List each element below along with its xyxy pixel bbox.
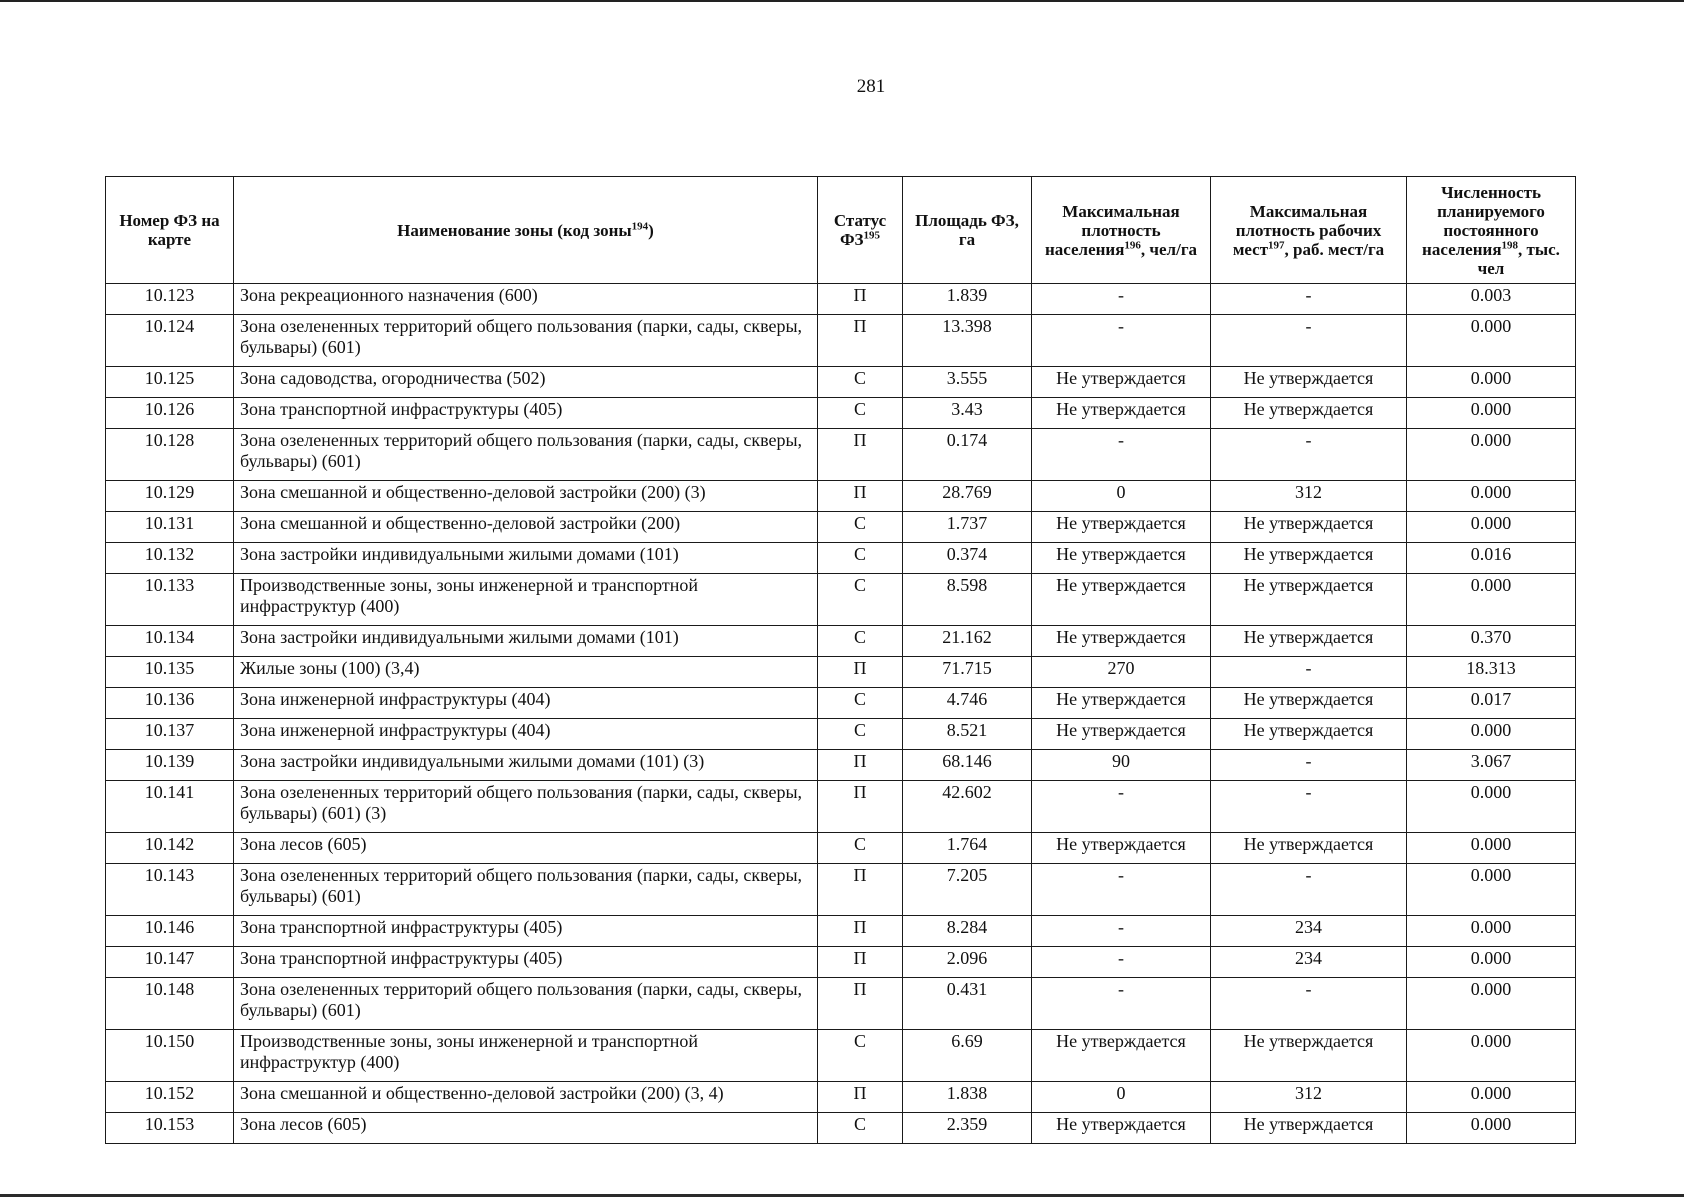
cell-status: С (818, 833, 903, 864)
cell-number: 10.141 (106, 781, 234, 833)
cell-status: П (818, 315, 903, 367)
cell-number: 10.143 (106, 864, 234, 916)
cell-work-density: Не утверждается (1211, 719, 1407, 750)
scan-edge-bottom (0, 1194, 1684, 1197)
cell-number: 10.137 (106, 719, 234, 750)
table-row (106, 429, 1576, 481)
cell-status: П (818, 781, 903, 833)
cell-status: П (818, 284, 903, 315)
cell-name: Зона застройки индивидуальными жилыми домами (101) (234, 543, 818, 574)
cell-population: 0.000 (1407, 574, 1576, 626)
cell-work-density: Не утверждается (1211, 1030, 1407, 1082)
cell-area: 21.162 (903, 626, 1032, 657)
cell-number: 10.150 (106, 1030, 234, 1082)
cell-number: 10.136 (106, 688, 234, 719)
cell-area: 1.737 (903, 512, 1032, 543)
cell-population: 0.370 (1407, 626, 1576, 657)
cell-area: 3.555 (903, 367, 1032, 398)
table-row (106, 574, 1576, 626)
cell-status: С (818, 1113, 903, 1144)
cell-name: Зона инженерной инфраструктуры (404) (234, 688, 818, 719)
cell-number: 10.148 (106, 978, 234, 1030)
cell-work-density: Не утверждается (1211, 398, 1407, 429)
cell-work-density: - (1211, 978, 1407, 1030)
cell-area: 28.769 (903, 481, 1032, 512)
cell-work-density: - (1211, 781, 1407, 833)
cell-population: 0.000 (1407, 1113, 1576, 1144)
cell-work-density: 234 (1211, 916, 1407, 947)
cell-area: 3.43 (903, 398, 1032, 429)
cell-number: 10.153 (106, 1113, 234, 1144)
cell-work-density: Не утверждается (1211, 626, 1407, 657)
cell-area: 2.359 (903, 1113, 1032, 1144)
table-body (106, 284, 1576, 1144)
cell-pop-density: Не утверждается (1032, 367, 1211, 398)
table-row (106, 367, 1576, 398)
table-row (106, 626, 1576, 657)
table-row (106, 688, 1576, 719)
cell-area: 6.69 (903, 1030, 1032, 1082)
cell-pop-density: Не утверждается (1032, 512, 1211, 543)
table-row (106, 315, 1576, 367)
cell-number: 10.124 (106, 315, 234, 367)
cell-work-density: Не утверждается (1211, 512, 1407, 543)
cell-population: 0.000 (1407, 833, 1576, 864)
cell-name: Зона транспортной инфраструктуры (405) (234, 947, 818, 978)
cell-pop-density: Не утверждается (1032, 688, 1211, 719)
cell-name: Зона смешанной и общественно-деловой застройки (200) (3) (234, 481, 818, 512)
cell-number: 10.135 (106, 657, 234, 688)
cell-work-density: - (1211, 864, 1407, 916)
cell-pop-density: - (1032, 978, 1211, 1030)
table-row (106, 481, 1576, 512)
cell-number: 10.134 (106, 626, 234, 657)
cell-status: С (818, 1030, 903, 1082)
cell-area: 0.431 (903, 978, 1032, 1030)
cell-pop-density: - (1032, 947, 1211, 978)
cell-name: Зона озелененных территорий общего пользования (парки, сады, скверы, бульвары) (601) (234, 978, 818, 1030)
cell-status: С (818, 574, 903, 626)
cell-work-density: 312 (1211, 1082, 1407, 1113)
cell-number: 10.139 (106, 750, 234, 781)
table-row (106, 543, 1576, 574)
header-area: Площадь ФЗ, га (903, 177, 1032, 284)
cell-name: Зона рекреационного назначения (600) (234, 284, 818, 315)
table-row (106, 284, 1576, 315)
cell-status: П (818, 657, 903, 688)
cell-pop-density: 270 (1032, 657, 1211, 688)
cell-status: П (818, 429, 903, 481)
cell-name: Зона озелененных территорий общего пользования (парки, сады, скверы, бульвары) (601) (234, 429, 818, 481)
cell-name: Зона инженерной инфраструктуры (404) (234, 719, 818, 750)
cell-area: 1.764 (903, 833, 1032, 864)
cell-pop-density: 0 (1032, 481, 1211, 512)
table-row (106, 781, 1576, 833)
cell-area: 8.521 (903, 719, 1032, 750)
cell-work-density: Не утверждается (1211, 543, 1407, 574)
cell-status: П (818, 978, 903, 1030)
cell-name: Зона садоводства, огородничества (502) (234, 367, 818, 398)
cell-pop-density: 90 (1032, 750, 1211, 781)
cell-number: 10.133 (106, 574, 234, 626)
cell-area: 42.602 (903, 781, 1032, 833)
cell-pop-density: - (1032, 781, 1211, 833)
cell-pop-density: - (1032, 864, 1211, 916)
table-row (106, 978, 1576, 1030)
cell-area: 0.374 (903, 543, 1032, 574)
table-row (106, 719, 1576, 750)
cell-name: Зона застройки индивидуальными жилыми домами (101) (234, 626, 818, 657)
cell-status: П (818, 1082, 903, 1113)
cell-name: Зона лесов (605) (234, 833, 818, 864)
header-name: Наименование зоны (код зоны$^{194}$) (234, 177, 818, 284)
cell-number: 10.152 (106, 1082, 234, 1113)
cell-pop-density: Не утверждается (1032, 833, 1211, 864)
zones-table (105, 176, 1576, 1144)
cell-number: 10.147 (106, 947, 234, 978)
cell-work-density: Не утверждается (1211, 1113, 1407, 1144)
cell-area: 1.839 (903, 284, 1032, 315)
cell-name: Жилые зоны (100) (3,4) (234, 657, 818, 688)
cell-population: 0.000 (1407, 398, 1576, 429)
cell-name: Зона озелененных территорий общего пользования (парки, сады, скверы, бульвары) (601) (234, 864, 818, 916)
cell-population: 0.000 (1407, 947, 1576, 978)
table-row (106, 947, 1576, 978)
cell-name: Зона транспортной инфраструктуры (405) (234, 916, 818, 947)
cell-work-density: - (1211, 284, 1407, 315)
cell-work-density: - (1211, 657, 1407, 688)
cell-work-density: Не утверждается (1211, 367, 1407, 398)
cell-name: Зона озелененных территорий общего пользования (парки, сады, скверы, бульвары) (601) (234, 315, 818, 367)
cell-status: П (818, 864, 903, 916)
cell-status: П (818, 750, 903, 781)
cell-number: 10.131 (106, 512, 234, 543)
cell-name: Зона смешанной и общественно-деловой застройки (200) (3, 4) (234, 1082, 818, 1113)
cell-work-density: - (1211, 750, 1407, 781)
cell-population: 18.313 (1407, 657, 1576, 688)
table-row (106, 512, 1576, 543)
cell-name: Зона смешанной и общественно-деловой застройки (200) (234, 512, 818, 543)
table-row (106, 750, 1576, 781)
cell-area: 4.746 (903, 688, 1032, 719)
cell-population: 0.000 (1407, 719, 1576, 750)
cell-population: 0.000 (1407, 781, 1576, 833)
cell-number: 10.123 (106, 284, 234, 315)
cell-pop-density: Не утверждается (1032, 1113, 1211, 1144)
table-row (106, 657, 1576, 688)
cell-population: 3.067 (1407, 750, 1576, 781)
cell-number: 10.126 (106, 398, 234, 429)
cell-status: П (818, 481, 903, 512)
cell-pop-density: Не утверждается (1032, 574, 1211, 626)
cell-work-density: - (1211, 315, 1407, 367)
table-row (106, 1082, 1576, 1113)
cell-work-density: Не утверждается (1211, 688, 1407, 719)
cell-work-density: - (1211, 429, 1407, 481)
cell-status: С (818, 512, 903, 543)
cell-pop-density: - (1032, 284, 1211, 315)
table-header-row (106, 177, 1576, 284)
cell-area: 0.174 (903, 429, 1032, 481)
header-status: Статус ФЗ$^{195}$ (818, 177, 903, 284)
cell-area: 71.715 (903, 657, 1032, 688)
cell-number: 10.129 (106, 481, 234, 512)
cell-population: 0.000 (1407, 315, 1576, 367)
cell-number: 10.125 (106, 367, 234, 398)
cell-name: Зона озелененных территорий общего пользования (парки, сады, скверы, бульвары) (601) (3) (234, 781, 818, 833)
cell-area: 7.205 (903, 864, 1032, 916)
cell-status: С (818, 626, 903, 657)
table-row (106, 864, 1576, 916)
cell-name: Производственные зоны, зоны инженерной и транспортной инфраструктур (400) (234, 1030, 818, 1082)
page-number: 281 (856, 76, 886, 97)
cell-area: 8.284 (903, 916, 1032, 947)
cell-number: 10.132 (106, 543, 234, 574)
cell-area: 68.146 (903, 750, 1032, 781)
cell-number: 10.128 (106, 429, 234, 481)
cell-pop-density: Не утверждается (1032, 626, 1211, 657)
cell-pop-density: - (1032, 429, 1211, 481)
cell-status: С (818, 688, 903, 719)
cell-population: 0.003 (1407, 284, 1576, 315)
cell-area: 1.838 (903, 1082, 1032, 1113)
cell-pop-density: Не утверждается (1032, 543, 1211, 574)
cell-pop-density: - (1032, 916, 1211, 947)
header-population: Численность планируемого постоянного населения$^{198}$, тыс. чел (1407, 177, 1576, 284)
cell-name: Зона транспортной инфраструктуры (405) (234, 398, 818, 429)
cell-work-density: Не утверждается (1211, 833, 1407, 864)
cell-population: 0.016 (1407, 543, 1576, 574)
table-row (106, 1030, 1576, 1082)
cell-status: С (818, 398, 903, 429)
cell-pop-density: 0 (1032, 1082, 1211, 1113)
cell-pop-density: Не утверждается (1032, 719, 1211, 750)
cell-name: Производственные зоны, зоны инженерной и транспортной инфраструктур (400) (234, 574, 818, 626)
cell-name: Зона застройки индивидуальными жилыми домами (101) (3) (234, 750, 818, 781)
scan-edge-top (0, 0, 1684, 2)
cell-population: 0.000 (1407, 367, 1576, 398)
cell-area: 13.398 (903, 315, 1032, 367)
cell-population: 0.000 (1407, 1082, 1576, 1113)
cell-pop-density: Не утверждается (1032, 1030, 1211, 1082)
cell-status: П (818, 947, 903, 978)
cell-pop-density: - (1032, 315, 1211, 367)
cell-status: С (818, 719, 903, 750)
cell-name: Зона лесов (605) (234, 1113, 818, 1144)
header-number: Номер ФЗ на карте (106, 177, 234, 284)
cell-status: П (818, 916, 903, 947)
cell-population: 0.000 (1407, 978, 1576, 1030)
cell-population: 0.000 (1407, 429, 1576, 481)
cell-work-density: Не утверждается (1211, 574, 1407, 626)
cell-population: 0.000 (1407, 481, 1576, 512)
table-row (106, 833, 1576, 864)
cell-number: 10.142 (106, 833, 234, 864)
cell-work-density: 234 (1211, 947, 1407, 978)
cell-pop-density: Не утверждается (1032, 398, 1211, 429)
header-pop-density: Максимальная плотность населения$^{196}$, чел/га (1032, 177, 1211, 284)
cell-number: 10.146 (106, 916, 234, 947)
cell-population: 0.000 (1407, 864, 1576, 916)
cell-status: С (818, 543, 903, 574)
cell-status: С (818, 367, 903, 398)
table-row (106, 398, 1576, 429)
cell-area: 2.096 (903, 947, 1032, 978)
header-work-density: Максимальная плотность рабочих мест$^{197}$, раб. мест/га (1211, 177, 1407, 284)
table-row (106, 916, 1576, 947)
cell-population: 0.000 (1407, 916, 1576, 947)
cell-population: 0.000 (1407, 512, 1576, 543)
cell-population: 0.017 (1407, 688, 1576, 719)
cell-population: 0.000 (1407, 1030, 1576, 1082)
cell-area: 8.598 (903, 574, 1032, 626)
cell-work-density: 312 (1211, 481, 1407, 512)
table-row (106, 1113, 1576, 1144)
